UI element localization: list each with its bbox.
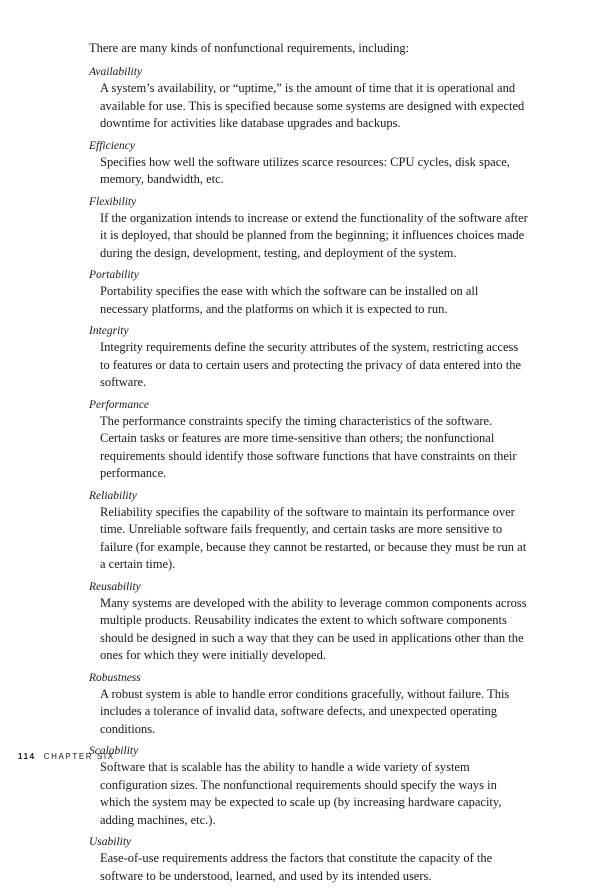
term-heading: Robustness: [89, 671, 141, 684]
term-heading: Usability: [89, 836, 132, 848]
definition-entry: [89, 267, 529, 318]
term-description: Integrity requirements define the security attributes of the system, restricting access to features or data to certain users and protecting the privacy of data entered into the software.: [100, 340, 522, 389]
term-description: Ease-of-use requirements address the factors that constitute the capacity of the software to be understood, learned, and used by its intended users.: [100, 851, 493, 883]
term-heading: Portability: [89, 269, 139, 281]
page-footer: [18, 752, 115, 762]
term-heading: Performance: [89, 398, 150, 411]
intro-paragraph: There are many kinds of nonfunctional requirements, including:: [89, 41, 410, 55]
term-definition-list: [89, 64, 529, 890]
definition-entry: [89, 670, 529, 739]
definition-entry: [89, 743, 529, 829]
definition-entry: [89, 834, 529, 885]
term-heading: Reliability: [89, 489, 137, 502]
term-heading: Availability: [89, 66, 143, 78]
chapter-label: CHAPTER SIX: [43, 752, 115, 761]
term-description: Reliability specifies the capability of the software to maintain its performance over time. Unreliable software fails frequently, and certain tasks are more sensitive to failure (for example, because they cannot be restarted, or because they must be run at a certain time).: [100, 504, 527, 571]
definition-entry: [89, 397, 529, 483]
term-heading: Scalability: [89, 745, 139, 757]
term-description: Portability specifies the ease with which the software can be installed on all necessary platforms, and the platforms on which it is expected to run.: [100, 284, 479, 316]
term-heading: Flexibility: [89, 195, 137, 208]
term-heading: Efficiency: [89, 139, 135, 152]
definition-entry: [89, 194, 529, 263]
term-heading: Integrity: [89, 325, 129, 337]
definition-entry: [89, 138, 529, 189]
term-description: A robust system is able to handle error conditions gracefully, without failure. This includes a tolerance of invalid data, software defects, and unexpected operating conditions.: [100, 686, 510, 736]
definition-entry: [89, 488, 529, 574]
term-description: Many systems are developed with the ability to leverage common components across multiple products. Reusability indicates the extent to which software components should be designed in such a way that they can be used in applications other than the ones for which they were initially developed.: [100, 595, 527, 662]
term-description: If the organization intends to increase or extend the functionality of the software after it is deployed, that should be planned from the beginning; it influences choices made during the design, development, testing, and deployment of the system.: [100, 210, 528, 260]
definition-entry: [89, 579, 529, 665]
definition-entry: [89, 64, 529, 133]
page-number: 114: [18, 752, 36, 761]
definition-entry: [89, 323, 529, 392]
term-heading: Reusability: [89, 580, 141, 593]
term-description: The performance constraints specify the timing characteristics of the software. Certain tasks or features are more time-sensitive than others; the nonfunctional requirements should identify those software functions that have constraints on their performance.: [100, 413, 517, 480]
term-description: Specifies how well the software utilizes scarce resources: CPU cycles, disk space, memory, bandwidth, etc.: [100, 154, 510, 186]
term-description: Software that is scalable has the ability to handle a wide variety of system configuration sizes. The nonfunctional requirements should specify the ways in which the system may be expected to scale up (by increasing hardware capacity, adding machines, etc.).: [100, 760, 502, 827]
term-description: A system’s availability, or “uptime,” is the amount of time that it is operational and available for use. This is specified because some systems are designed with expected downtime for activities like database upgrades and backups.: [100, 81, 525, 130]
